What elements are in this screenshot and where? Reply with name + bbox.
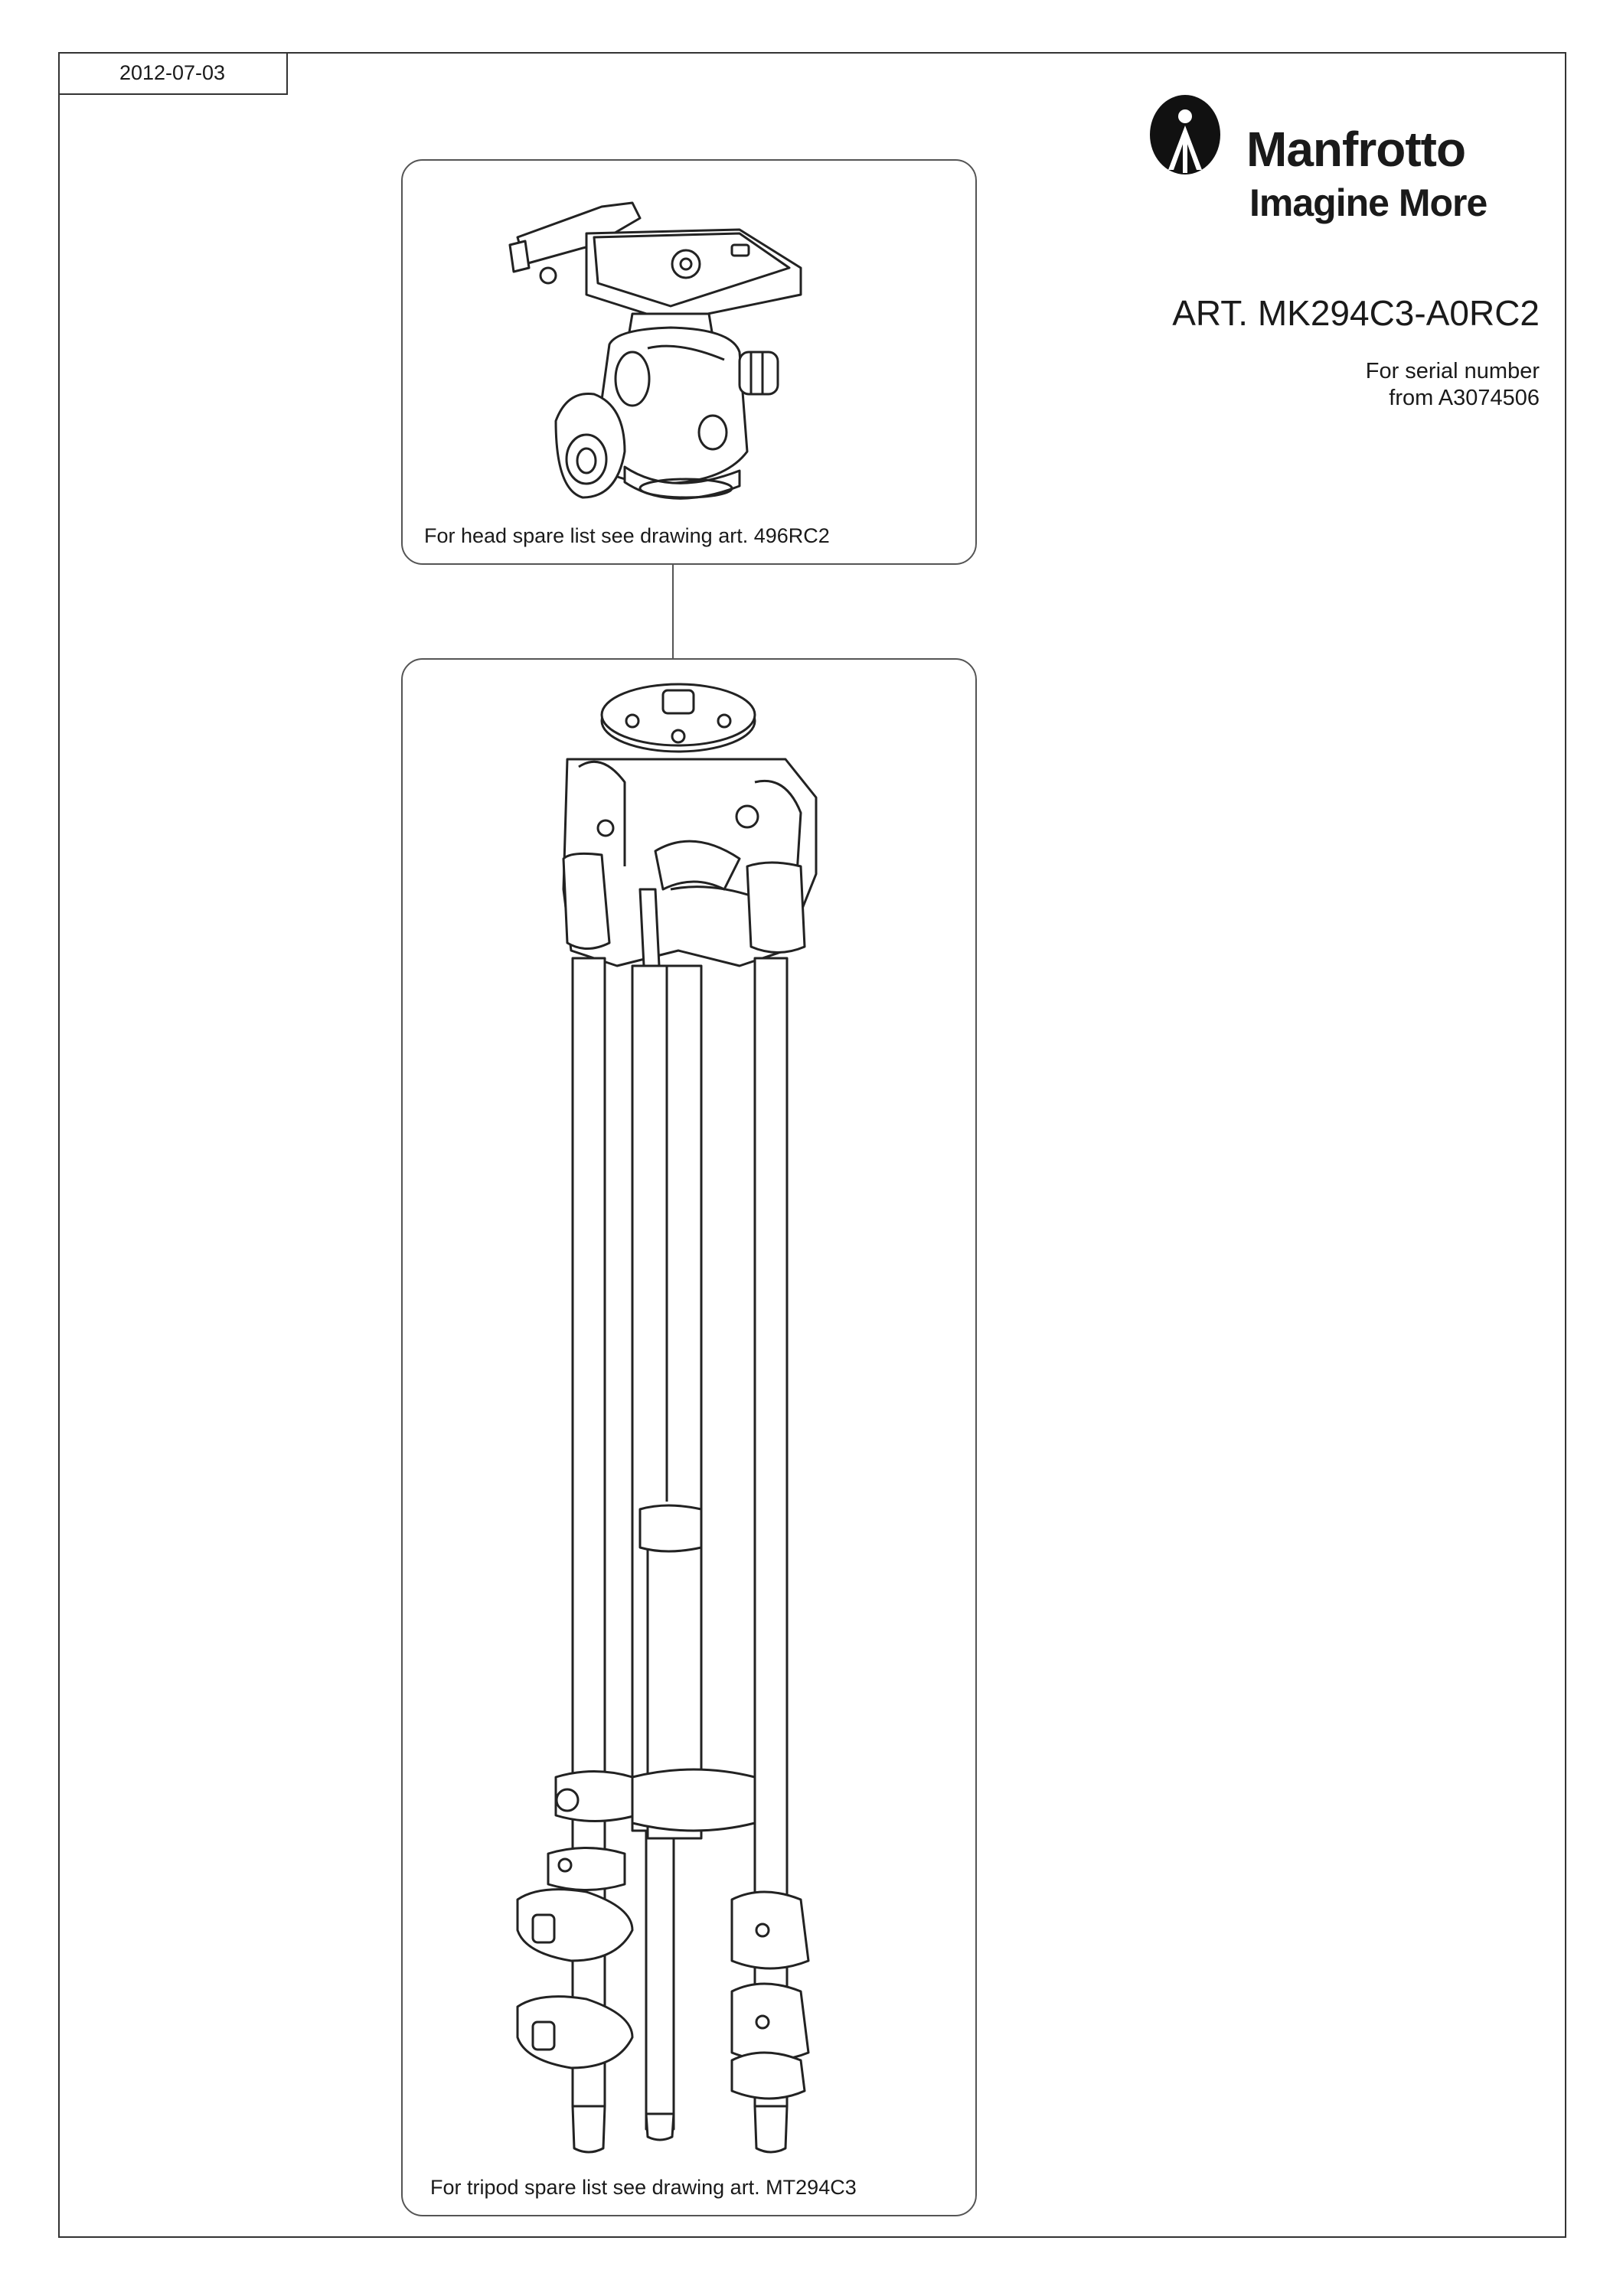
date-box — [58, 52, 288, 95]
date-label: 2012-07-03 — [119, 60, 226, 84]
brand-block — [1148, 90, 1546, 228]
brand-name: Manfrotto — [1246, 122, 1466, 177]
panel-connector-line — [672, 565, 674, 658]
serial-line-2: from A3074506 — [1389, 386, 1540, 410]
manfrotto-logo-icon — [1148, 93, 1222, 176]
tripod-caption: For tripod spare list see drawing art. MT294C3 — [430, 2176, 857, 2199]
head-panel — [401, 159, 977, 565]
serial-line-1: For serial number — [1365, 359, 1540, 383]
tripod-panel — [401, 658, 977, 2216]
ball-head-drawing — [403, 161, 975, 563]
serial-info — [1366, 358, 1540, 412]
brand-tagline: Imagine More — [1249, 181, 1487, 224]
head-caption: For head spare list see drawing art. 496RC2 — [424, 524, 830, 547]
article-number: ART. MK294C3-A0RC2 — [1172, 293, 1540, 333]
tripod-drawing — [403, 660, 975, 2215]
